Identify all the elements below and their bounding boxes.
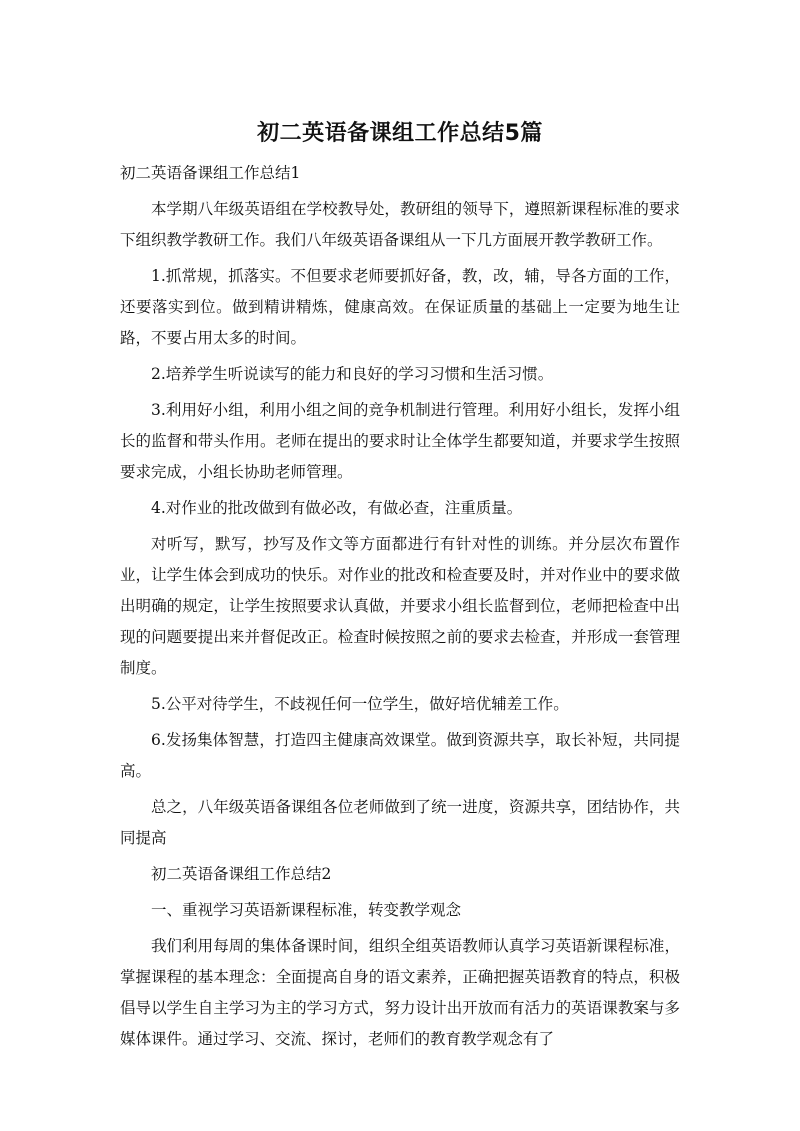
subsection-heading: 一、重视学习英语新课程标准，转变教学观念 <box>151 901 462 919</box>
paragraph: 我们利用每周的集体备课时间，组织全组英语教师认真学习英语新课程标准，掌握课程的基本理念：全面提高自身的语文素养，正确把握英语教育的特点，积极倡导以学生自主学习为主的学习方式，努力设计出开放而有活力的英语课教案与多媒体课件。通过学习、交流、探讨，老师们的教育教学观念有了 <box>120 937 680 1048</box>
section-heading: 初二英语备课组工作总结1 <box>120 164 301 182</box>
paragraph: 总之，八年级英语备课组各位老师做到了统一进度，资源共享，团结协作，共同提高 <box>120 798 680 847</box>
paragraph: 5.公平对待学生，不歧视任何一位学生，做好培优辅差工作。 <box>151 695 569 713</box>
paragraph: 4.对作业的批改做到有做必改，有做必查，注重质量。 <box>151 499 523 517</box>
document-title: 初二英语备课组工作总结5篇 <box>257 121 543 146</box>
paragraph: 对听写，默写，抄写及作文等方面都进行有针对性的训练。并分层次布置作业，让学生体会到成功的快乐。对作业的批改和检查要及时，并对作业中的要求做出明确的规定，让学生按照要求认真做，并要求小组长监督到位，老师把检查中出现的问题要提出来并督促改正。检查时候按照之前的要求去检查，并形成一套管理制度。 <box>120 535 680 677</box>
paragraph: 本学期八年级英语组在学校教导处，教研组的领导下，遵照新课程标准的要求下组织教学教研工作。我们八年级英语备课组从一下几方面展开教学教研工作。 <box>120 200 680 249</box>
document-body <box>120 158 680 1060</box>
section-heading: 初二英语备课组工作总结2 <box>151 865 332 883</box>
paragraph: 2.培养学生听说读写的能力和良好的学习习惯和生活习惯。 <box>151 365 554 383</box>
paragraph: 6.发扬集体智慧，打造四主健康高效课堂。做到资源共享，取长补短，共同提高。 <box>120 731 680 780</box>
paragraph: 3.利用好小组，利用小组之间的竞争机制进行管理。利用好小组长，发挥小组长的监督和带头作用。老师在提出的要求时让全体学生都要知道，并要求学生按照要求完成，小组长协助老师管理。 <box>120 401 680 481</box>
paragraph: 1.抓常规，抓落实。不但要求老师要抓好备，教，改，辅，导各方面的工作，还要落实到位。做到精讲精炼，健康高效。在保证质量的基础上一定要为地生让路，不要占用太多的时间。 <box>120 267 680 347</box>
